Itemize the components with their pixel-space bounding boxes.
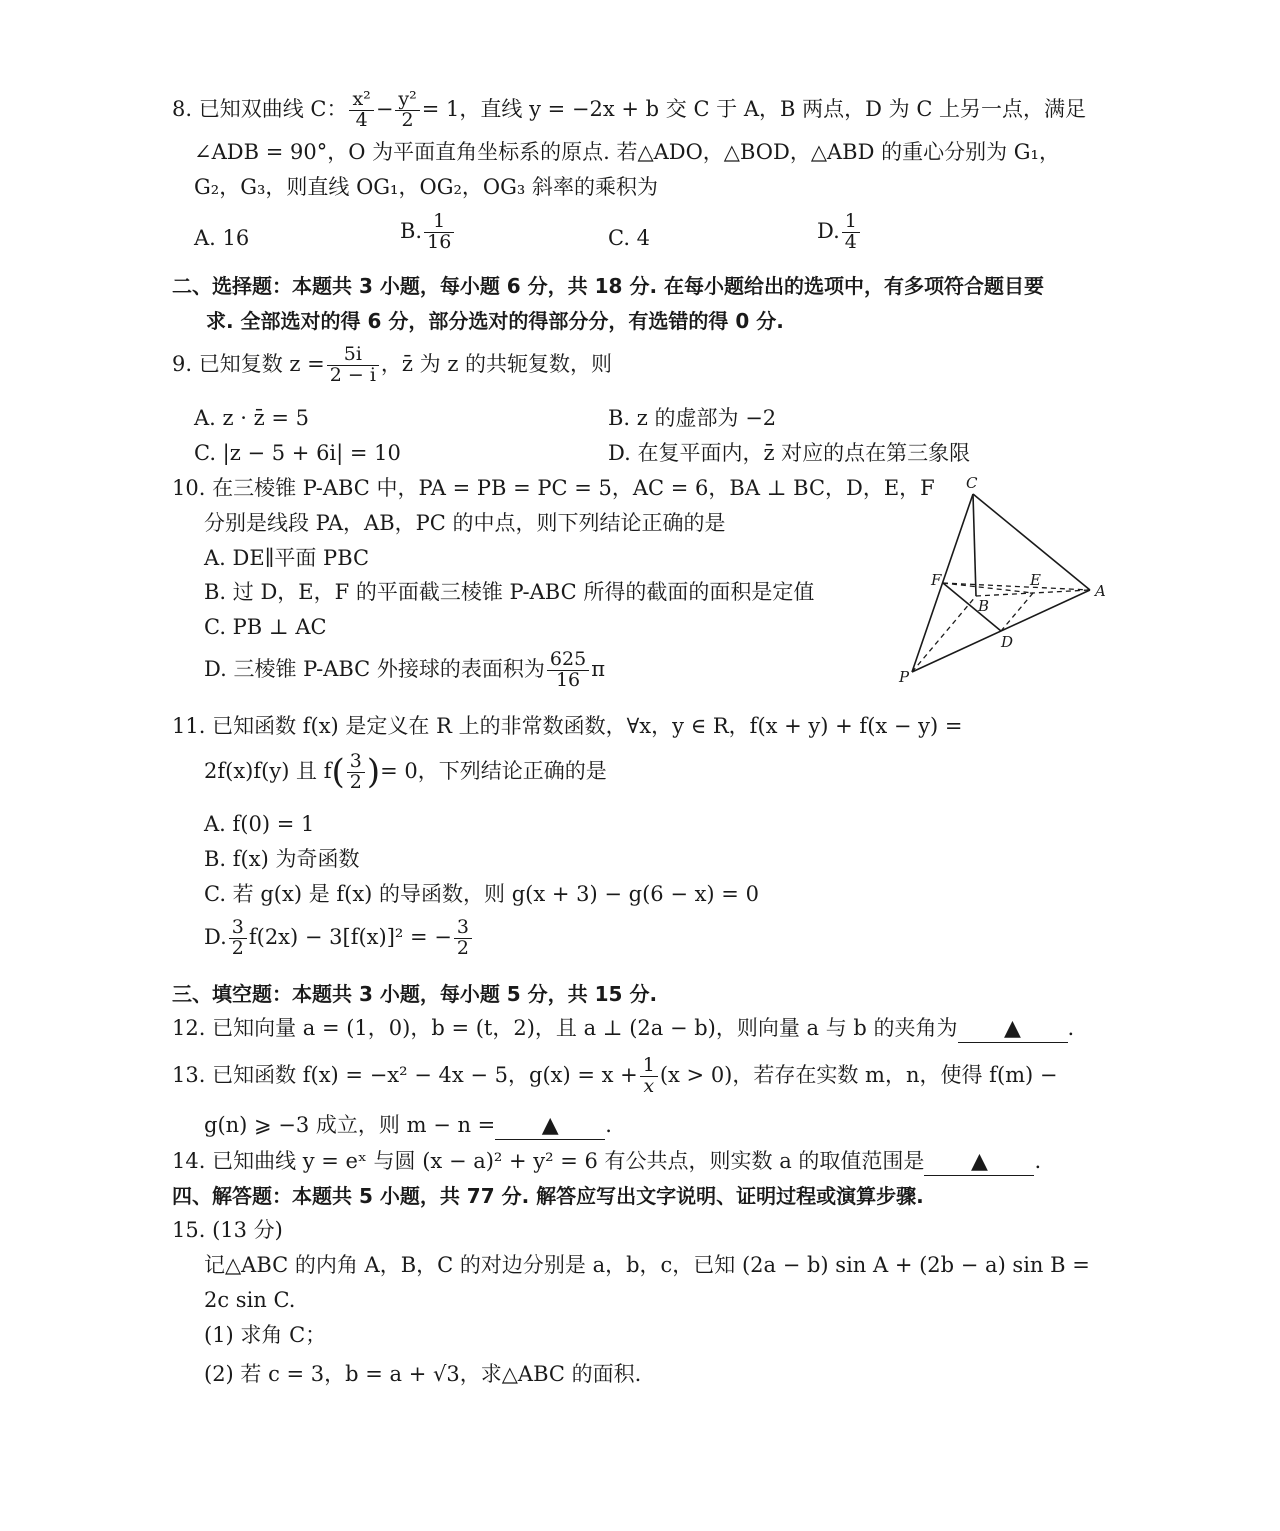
q9-option-a: A. z · z̄ = 5 bbox=[194, 406, 309, 430]
q11-line1: 11. 已知函数 f(x) 是定义在 R 上的非常数函数，∀x，y ∈ R，f(x + y) + f(x − y) = bbox=[172, 714, 963, 738]
seg-ED bbox=[1001, 593, 1033, 631]
q15-head: 15. (13 分) bbox=[172, 1218, 283, 1242]
q11-option-d-frac1 bbox=[229, 918, 247, 959]
q9-option-b: B. z 的虚部为 −2 bbox=[608, 406, 777, 430]
seg-FD bbox=[943, 583, 1001, 631]
q8-option-b-den: 16 bbox=[427, 230, 452, 253]
triangle-icon: ▲ bbox=[1004, 1016, 1021, 1041]
q8-frac1-num: x² bbox=[349, 90, 373, 111]
q10-option-b: B. 过 D，E，F 的平面截三棱锥 P-ABC 所得的截面的面积是定值 bbox=[204, 580, 815, 604]
q12-stem bbox=[172, 1016, 1074, 1043]
q8-option-b-frac bbox=[424, 212, 454, 253]
q10-option-d-num: 625 bbox=[547, 650, 589, 671]
q14-stem-text: 14. 已知曲线 y = eˣ 与圆 (x − a)² + y² = 6 有公共点，则实数 a 的取值范围是 bbox=[172, 1149, 925, 1173]
q8-option-a: A. 16 bbox=[194, 226, 250, 250]
seg-FA bbox=[943, 583, 1090, 590]
q11-paren-open: ( bbox=[331, 752, 345, 793]
section3-heading: 三、填空题：本题共 3 小题，每小题 5 分，共 15 分. bbox=[172, 982, 658, 1006]
q10-option-d-pi: π bbox=[591, 656, 605, 681]
q13-answer-blank[interactable] bbox=[495, 1113, 605, 1140]
q9-option-c: C. |z − 5 + 6i| = 10 bbox=[194, 441, 401, 465]
q13-frac-den: x bbox=[643, 1074, 655, 1097]
q13-end: . bbox=[605, 1113, 612, 1137]
q11-option-a: A. f(0) = 1 bbox=[204, 812, 315, 836]
q11-option-d-mid: f(2x) − 3[f(x)]² = − bbox=[248, 924, 452, 949]
q11-option-d-den2: 2 bbox=[456, 936, 469, 959]
q10-line2: 分别是线段 PA，AB，PC 的中点，则下列结论正确的是 bbox=[204, 511, 726, 535]
q10-line1: 10. 在三棱锥 P-ABC 中，PA = PB = PC = 5，AC = 6，BA ⊥ BC，D，E，F bbox=[172, 476, 935, 500]
q11-option-d-frac2 bbox=[454, 918, 472, 959]
q8-option-d-den: 4 bbox=[844, 230, 857, 253]
q11-option-d-num2: 3 bbox=[454, 918, 472, 939]
q8-frac1 bbox=[349, 90, 373, 131]
q13-line1-b: (x > 0)，若存在实数 m，n，使得 f(m) − bbox=[659, 1062, 1058, 1087]
q8-option-d bbox=[817, 212, 862, 253]
triangle-icon: ▲ bbox=[541, 1113, 559, 1138]
q11-option-b: B. f(x) 为奇函数 bbox=[204, 847, 360, 871]
section2-heading-cont: 求. 全部选对的得 6 分，部分选对的得部分分，有选错的得 0 分. bbox=[206, 309, 784, 333]
q15-line2: 2c sin C. bbox=[204, 1288, 296, 1312]
triangle-icon: ▲ bbox=[970, 1149, 988, 1174]
q11-option-d-num1: 3 bbox=[229, 918, 247, 939]
q8-line2: ∠ADB = 90°，O 为平面直角坐标系的原点. 若△ADO，△BOD，△ABD 的重心分别为 G₁， bbox=[194, 140, 1060, 164]
q8-frac2 bbox=[395, 90, 419, 131]
q14-answer-blank[interactable] bbox=[924, 1149, 1034, 1176]
edge-CP bbox=[912, 494, 973, 672]
edge-CB bbox=[973, 494, 976, 596]
q13-line2-text: g(n) ⩾ −3 成立，则 m − n = bbox=[204, 1113, 496, 1137]
q10-option-d-text: D. 三棱锥 P-ABC 外接球的表面积为 bbox=[204, 656, 545, 681]
q13-line1 bbox=[172, 1056, 1058, 1097]
q14-stem bbox=[172, 1149, 1041, 1176]
q8-text-a: 8. 已知双曲线 C： bbox=[172, 96, 348, 121]
q10-option-c: C. PB ⊥ AC bbox=[204, 615, 327, 639]
q11-line2-b: = 0，下列结论正确的是 bbox=[380, 758, 607, 783]
q9-stem-a: 9. 已知复数 z = bbox=[172, 351, 325, 376]
q8-line1 bbox=[172, 90, 1086, 131]
q9-frac bbox=[327, 345, 379, 386]
q13-line2 bbox=[204, 1113, 612, 1140]
q12-end: . bbox=[1067, 1016, 1075, 1040]
q8-option-b-num: 1 bbox=[424, 212, 454, 233]
section2-heading: 二、选择题：本题共 3 小题，每小题 6 分，共 18 分. 在每小题给出的选项中，有多项符合题目要 bbox=[172, 274, 1045, 298]
q12-stem-text: 12. 已知向量 a = (1，0)，b = (t，2)，且 a ⊥ (2a − b)，则向量 a 与 b 的夹角为 bbox=[172, 1016, 958, 1040]
q11-frac-den: 2 bbox=[349, 770, 362, 793]
label-P: P bbox=[899, 668, 910, 686]
q11-frac-num: 3 bbox=[347, 752, 365, 773]
q8-option-c: C. 4 bbox=[608, 226, 651, 250]
q15-part2: (2) 若 c = 3，b = a + √3，求△ABC 的面积. bbox=[204, 1362, 642, 1386]
q15-part1: (1) 求角 C； bbox=[204, 1323, 327, 1347]
q8-frac1-den: 4 bbox=[355, 108, 368, 131]
q11-line2 bbox=[204, 752, 607, 793]
section4-heading: 四、解答题：本题共 5 小题，共 77 分. 解答应写出文字说明、证明过程或演算步骤. bbox=[172, 1184, 924, 1208]
label-F: F bbox=[931, 571, 942, 589]
q10-option-d bbox=[204, 650, 605, 691]
label-A: A bbox=[1095, 582, 1106, 600]
q9-frac-num: 5i bbox=[327, 345, 379, 366]
q9-option-d: D. 在复平面内，z̄ 对应的点在第三象限 bbox=[608, 441, 971, 465]
q13-line1-a: 13. 已知函数 f(x) = −x² − 4x − 5，g(x) = x + bbox=[172, 1062, 638, 1087]
q8-frac2-num: y² bbox=[395, 90, 419, 111]
q11-option-d-den1: 2 bbox=[231, 936, 244, 959]
q12-answer-blank[interactable] bbox=[958, 1016, 1068, 1043]
label-E: E bbox=[1030, 571, 1041, 589]
label-C: C bbox=[966, 474, 978, 492]
q8-option-d-frac bbox=[842, 212, 860, 253]
q15-line1: 记△ABC 的内角 A，B，C 的对边分别是 a，b，c，已知 (2a − b) sin A + (2b − a) sin B = bbox=[204, 1253, 1090, 1277]
q9-stem-b: ，z̄ 为 z 的共轭复数，则 bbox=[380, 351, 613, 376]
edge-PB bbox=[912, 596, 976, 672]
q11-option-d bbox=[204, 918, 474, 959]
q13-frac-num: 1 bbox=[640, 1056, 658, 1077]
q8-line3: G₂，G₃，则直线 OG₁，OG₂，OG₃ 斜率的乘积为 bbox=[194, 175, 658, 199]
q10-option-d-den: 16 bbox=[555, 668, 581, 691]
q8-text-b: = 1，直线 y = −2x + b 交 C 于 A，B 两点，D 为 C 上另一点，满足 bbox=[421, 96, 1087, 121]
q9-frac-den: 2 − i bbox=[329, 363, 376, 386]
q8-frac2-den: 2 bbox=[401, 108, 414, 131]
q11-line2-a: 2f(x)f(y) 且 f bbox=[204, 758, 332, 783]
q9-stem bbox=[172, 345, 612, 386]
q11-frac bbox=[347, 752, 365, 793]
tetrahedron-figure bbox=[892, 472, 1122, 692]
q13-frac bbox=[640, 1056, 658, 1097]
q10-option-a: A. DE∥平面 PBC bbox=[204, 546, 370, 570]
q11-option-c: C. 若 g(x) 是 f(x) 的导函数，则 g(x + 3) − g(6 − x) = 0 bbox=[204, 882, 759, 906]
q8-option-b-label: B. bbox=[400, 218, 423, 243]
label-D: D bbox=[1001, 633, 1014, 651]
q8-option-d-label: D. bbox=[817, 218, 840, 243]
label-B: B bbox=[978, 597, 990, 615]
q8-option-d-num: 1 bbox=[842, 212, 860, 233]
q10-option-d-frac bbox=[547, 650, 589, 691]
q14-end: . bbox=[1034, 1149, 1042, 1173]
q8-option-b bbox=[400, 212, 456, 253]
q11-paren-close: ) bbox=[366, 752, 381, 793]
q8-minus: − bbox=[375, 96, 394, 121]
q11-option-d-label: D. bbox=[204, 924, 227, 949]
